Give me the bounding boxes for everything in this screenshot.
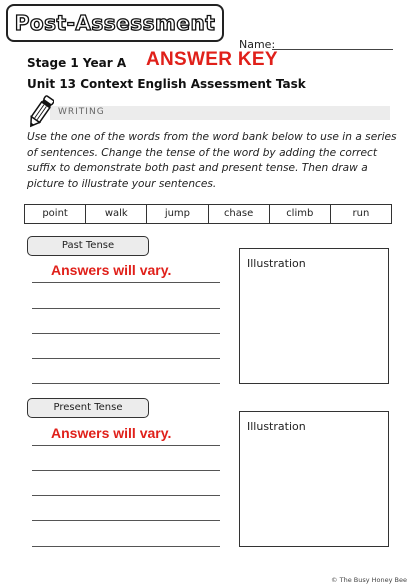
word-bank-item: walk bbox=[86, 205, 147, 223]
writing-line[interactable] bbox=[32, 495, 220, 496]
writing-line[interactable] bbox=[32, 470, 220, 471]
name-label: Name: bbox=[239, 38, 276, 51]
illustration-label: Illustration bbox=[247, 257, 306, 270]
present-tense-label: Present Tense bbox=[27, 398, 149, 418]
writing-line[interactable] bbox=[32, 546, 220, 547]
writing-line[interactable] bbox=[32, 358, 220, 359]
title-badge bbox=[6, 4, 224, 42]
writing-line[interactable] bbox=[32, 383, 220, 384]
past-illustration-box[interactable] bbox=[239, 248, 389, 384]
writing-line[interactable] bbox=[32, 333, 220, 334]
instructions-text: Use the one of the words from the word bank below to use in a series of sentences. Change the tense of the word by adding the correct suffix to demonstrate both past and present tense. Then draw a picture to illustrate your sentences. bbox=[27, 131, 397, 190]
present-answer: Answers will vary. bbox=[51, 425, 172, 441]
word-bank-item: chase bbox=[209, 205, 270, 223]
stage-text: Stage 1 Year A bbox=[27, 56, 127, 70]
writing-line[interactable] bbox=[32, 308, 220, 309]
word-bank-item: run bbox=[352, 208, 370, 219]
past-answer: Answers will vary. bbox=[51, 262, 172, 278]
word-bank-item: jump bbox=[147, 205, 208, 223]
present-illustration-box[interactable] bbox=[239, 411, 389, 547]
answer-key-heading: ANSWER KEY bbox=[146, 49, 278, 70]
writing-line[interactable] bbox=[32, 282, 220, 283]
past-tense-label: Past Tense bbox=[27, 236, 149, 256]
writing-line[interactable] bbox=[32, 445, 220, 446]
section-label: WRITING bbox=[58, 107, 105, 117]
word-bank-item: point bbox=[25, 205, 86, 223]
page-title: Post-Assessment bbox=[14, 11, 216, 35]
illustration-label: Illustration bbox=[247, 420, 306, 433]
word-bank bbox=[24, 204, 392, 224]
writing-line[interactable] bbox=[32, 520, 220, 521]
name-line[interactable] bbox=[272, 49, 393, 50]
word-bank-item: climb bbox=[270, 205, 331, 223]
footer-credit: © The Busy Honey Bee bbox=[331, 576, 407, 584]
pencil-icon bbox=[26, 95, 54, 131]
unit-title: Unit 13 Context English Assessment Task bbox=[27, 77, 306, 91]
